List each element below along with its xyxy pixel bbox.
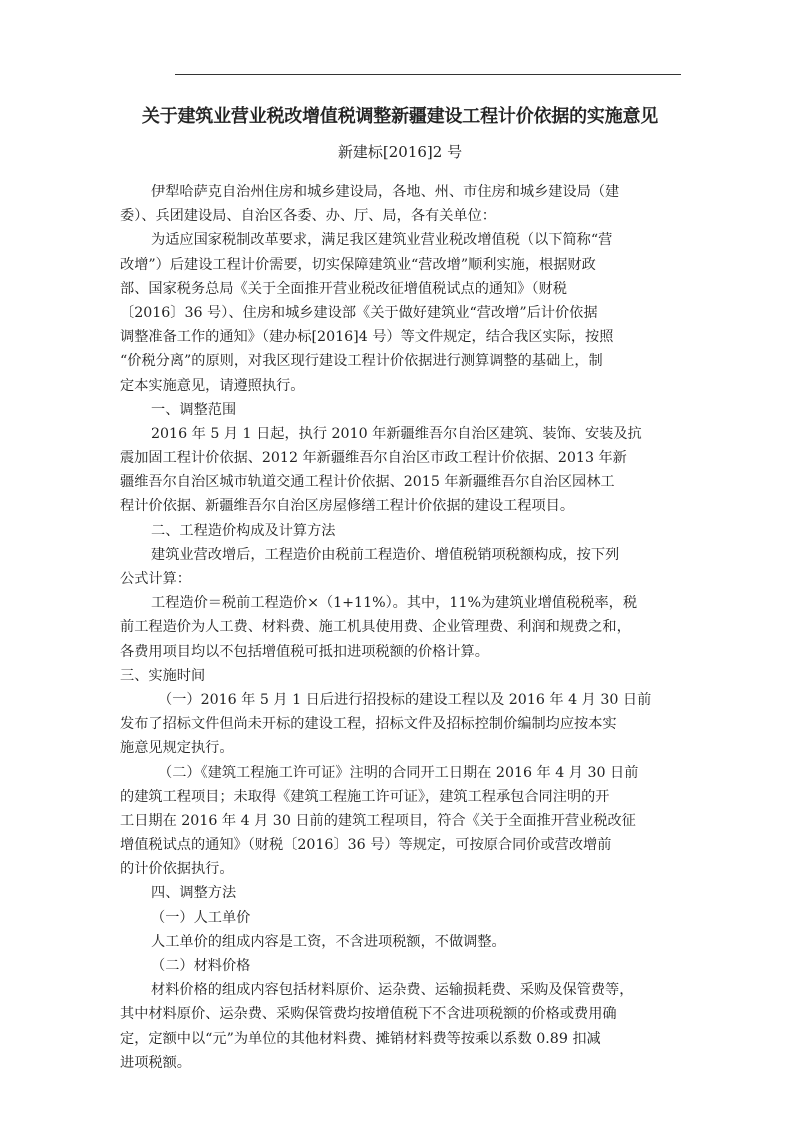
- body-line: 2016 年 5 月 1 日起，执行 2010 年新疆维吾尔自治区建筑、装饰、安装及抗: [151, 425, 642, 442]
- body-line: 定本实施意见，请遵照执行。: [120, 377, 305, 394]
- body-line: 改增”）后建设工程计价需要，切实保障建筑业“营改增”顺利实施，根据财政: [120, 256, 596, 273]
- body-line: 定，定额中以“元”为单位的其他材料费、摊销材料费等按乘以系数 0.89 扣减: [120, 1030, 601, 1047]
- subsection-heading: （一）人工单价: [151, 909, 251, 926]
- body-line: 增值税试点的通知》（财税〔2016〕36 号）等规定，可按原合同价或营改增前: [120, 837, 612, 854]
- body-line: 震加固工程计价依据、2012 年新疆维吾尔自治区市政工程计价依据、2013 年新: [120, 450, 627, 467]
- body-line: 各费用项目均以不包括增值税可抵扣进项税额的价格计算。: [120, 643, 489, 660]
- section-heading: 二、工程造价构成及计算方法: [151, 522, 336, 539]
- body-line: 人工单价的组成内容是工资，不含进项税额，不做调整。: [151, 933, 506, 950]
- document-body: [120, 180, 685, 1075]
- document-number: 新建标[2016]2 号: [337, 143, 463, 161]
- section-heading: 一、调整范围: [151, 401, 237, 418]
- body-line: （二）《建筑工程施工许可证》注明的合同开工日期在 2016 年 4 月 30 日前: [158, 764, 639, 781]
- body-line: 〔2016〕36 号）、住房和城乡建设部《关于做好建筑业“营改增”后计价依据: [120, 304, 598, 321]
- body-line: 发布了招标文件但尚未开标的建设工程，招标文件及招标控制价编制均应按本实: [120, 716, 617, 733]
- document-title: 关于建筑业营业税改增值税调整新疆建设工程计价依据的实施意见: [141, 106, 659, 127]
- body-line: 部、国家税务总局《关于全面推开营业税改征增值税试点的通知》（财税: [120, 280, 567, 297]
- body-line: 施意见规定执行。: [120, 740, 234, 757]
- body-line: 材料价格的组成内容包括材料原价、运杂费、运输损耗费、采购及保管费等，: [151, 982, 634, 999]
- section-heading: 四、调整方法: [151, 885, 237, 902]
- body-line: 疆维吾尔自治区城市轨道交通工程计价依据、2015 年新疆维吾尔自治区园林工: [120, 474, 615, 491]
- formula-line: 工程造价＝税前工程造价×（1+11%）。其中，11%为建筑业增值税税率，税: [151, 595, 638, 612]
- body-line: 工日期在 2016 年 4 月 30 日前的建筑工程项目，符合《关于全面推开营业税改征: [120, 812, 636, 829]
- body-line: 调整准备工作的通知》（建办标[2016]4 号）等文件规定，结合我区实际，按照: [120, 329, 614, 346]
- body-line: 建筑业营改增后，工程造价由税前工程造价、增值税销项税额构成，按下列: [151, 546, 620, 563]
- body-line: 伊犁哈萨克自治州住房和城乡建设局，各地、州、市住房和城乡建设局（建: [151, 184, 620, 200]
- body-line: 公式计算：: [120, 571, 191, 587]
- body-line: “价税分离”的原则，对我区现行建设工程计价依据进行测算调整的基础上，制: [120, 353, 603, 370]
- body-line: 的计价依据执行。: [120, 861, 234, 878]
- body-line: 程计价依据、新疆维吾尔自治区房屋修缮工程计价依据的建设工程项目。: [120, 498, 575, 515]
- body-line: 的建筑工程项目；未取得《建筑工程施工许可证》，建筑工程承包合同注明的开: [120, 788, 610, 805]
- body-line: 前工程造价为人工费、材料费、施工机具使用费、企业管理费、利润和规费之和，: [120, 619, 631, 636]
- body-line: （一）2016 年 5 月 1 日后进行招投标的建设工程以及 2016 年 4 月 30 日前: [158, 691, 652, 708]
- section-heading: 三、实施时间: [120, 667, 206, 684]
- body-line: 其中材料原价、运杂费、采购保管费均按增值税下不含进项税额的价格或费用确: [120, 1006, 617, 1023]
- subsection-heading: （二）材料价格: [151, 958, 251, 974]
- body-line: 委）、兵团建设局、自治区各委、办、厅、局，各有关单位：: [120, 208, 496, 225]
- header-rule: [175, 74, 681, 75]
- body-line: 进项税额。: [120, 1054, 191, 1071]
- body-line: 为适应国家税制改革要求，满足我区建筑业营业税改增值税（以下简称“营: [151, 232, 613, 249]
